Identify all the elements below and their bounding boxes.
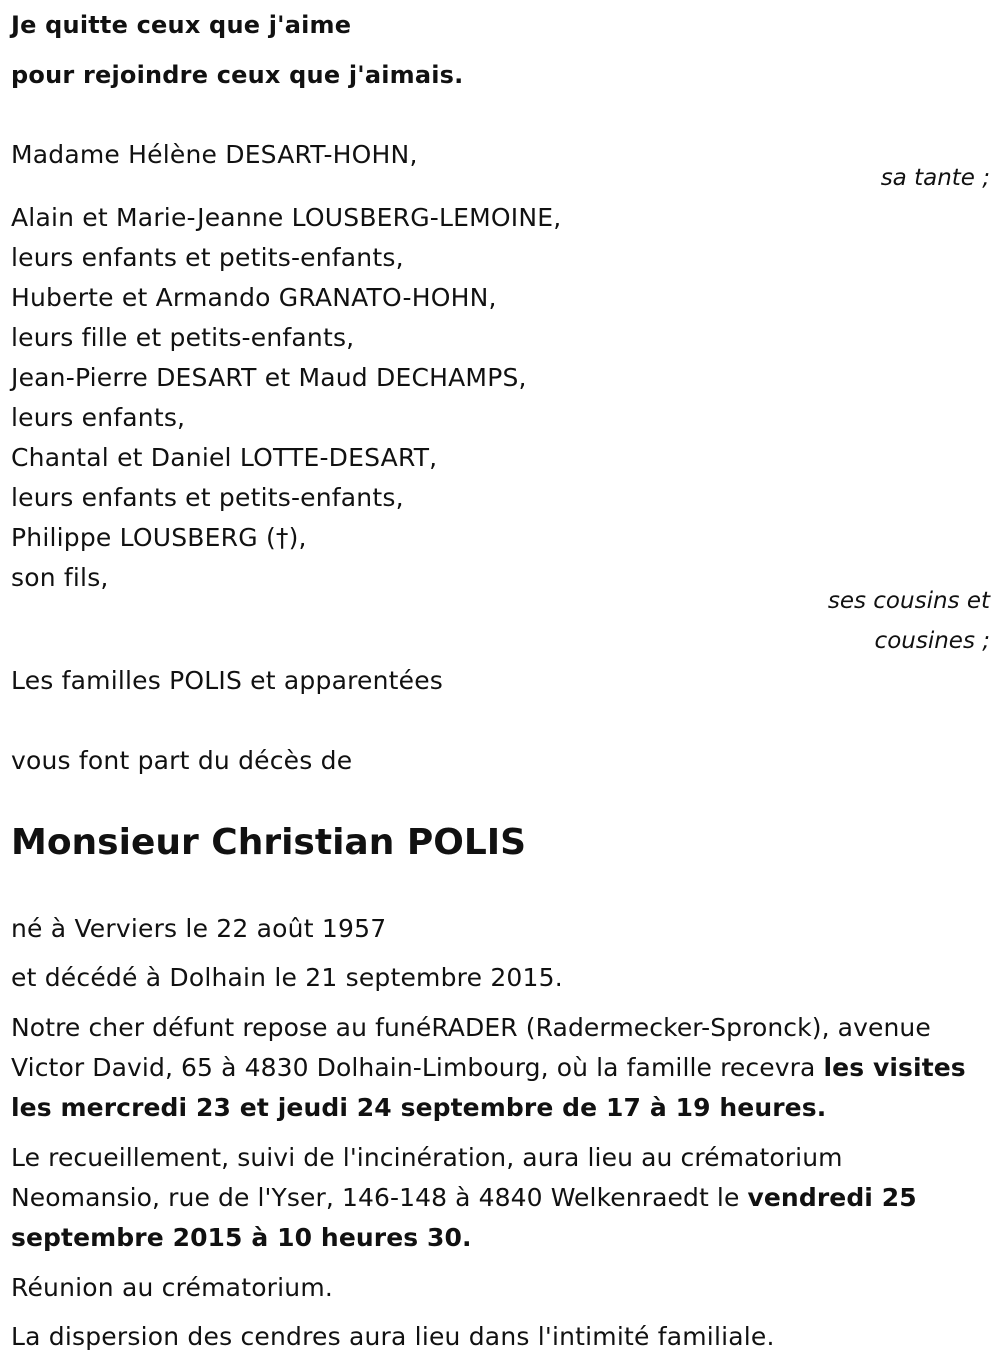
families-line: Les familles POLIS et apparentées: [11, 666, 444, 695]
visits-paragraph: [11, 1008, 993, 1128]
announcement-intro: vous font part du décès de: [11, 746, 353, 775]
birth-line: né à Verviers le 22 août 1957: [11, 914, 387, 943]
relative-line: leurs fille et petits-enfants,: [11, 323, 355, 352]
visits-schedule: les visites les mercredi 23 et jeudi 24 septembre de 17 à 19 heures.: [11, 1053, 966, 1122]
relative-line: son fils,: [11, 563, 109, 592]
death-line: et décédé à Dolhain le 21 septembre 2015.: [11, 963, 563, 992]
relative-line: leurs enfants et petits-enfants,: [11, 243, 404, 272]
ceremony-paragraph: [11, 1138, 993, 1258]
relative-line: Jean-Pierre DESART et Maud DECHAMPS,: [11, 363, 527, 392]
ceremony-date: vendredi 25 septembre 2015 à 10 heures 30.: [11, 1183, 917, 1252]
cousins-role-line-1: ses cousins et: [827, 588, 990, 614]
relative-line: Chantal et Daniel LOTTE-DESART,: [11, 443, 438, 472]
ashes-line: La dispersion des cendres aura lieu dans l'intimité familiale.: [11, 1322, 775, 1351]
ceremony-text: Le recueillement, suivi de l'incinération, aura lieu au crématorium Neomansio, rue de l'Yser, 146-148 à 4840 Welkenraedt le: [11, 1143, 843, 1212]
relative-line: leurs enfants et petits-enfants,: [11, 483, 404, 512]
cousins-role-line-2: cousines ;: [874, 628, 990, 654]
relative-line: Alain et Marie-Jeanne LOUSBERG-LEMOINE,: [11, 203, 562, 232]
relative-line: leurs enfants,: [11, 403, 186, 432]
epigraph-line-1: Je quitte ceux que j'aime: [11, 11, 352, 39]
visits-text: Notre cher défunt repose au funéRADER (Radermecker-Spronck), avenue Victor David, 65 à 4830 Dolhain-Limbourg, où la famille recevra: [11, 1013, 931, 1082]
aunt-role: sa tante ;: [880, 165, 990, 191]
aunt-name: Madame Hélène DESART-HOHN,: [11, 140, 418, 169]
meeting-line: Réunion au crématorium.: [11, 1273, 334, 1302]
relative-line: Philippe LOUSBERG (†),: [11, 523, 307, 552]
epigraph-line-2: pour rejoindre ceux que j'aimais.: [11, 61, 464, 89]
relative-line: Huberte et Armando GRANATO-HOHN,: [11, 283, 497, 312]
deceased-name: Monsieur Christian POLIS: [11, 822, 527, 863]
